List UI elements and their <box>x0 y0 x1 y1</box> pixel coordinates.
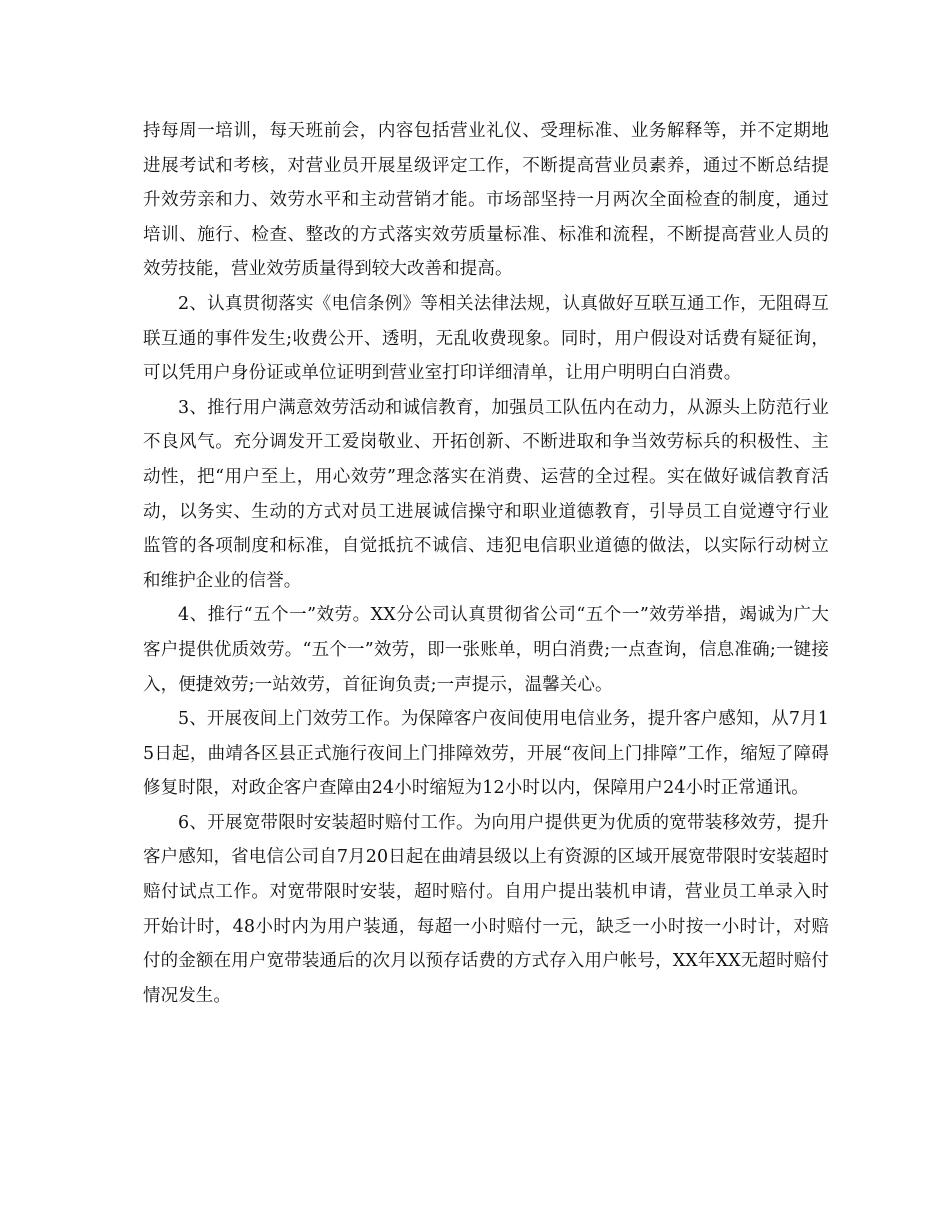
paragraph-item-4: 4、推行“五个一”效劳。XX分公司认真贯彻省公司“五个一”效劳举措，竭诚为广大客户提供优质效劳。“五个一”效劳，即一张账单，明白消费;一点查询，信息准确;一键接入，便捷效劳;一站效劳，首征询负责;一声提示，温馨关心。 <box>143 605 829 695</box>
paragraph-item-3: 3、推行用户满意效劳活动和诚信教育，加强员工队伍内在动力，从源头上防范行业不良风气。充分调发开工爱岗敬业、开拓创新、不断进取和争当效劳标兵的积极性、主动性，把“用户至上，用心效劳”理念落实在消费、运营的全过程。实在做好诚信教育活动，以务实、生动的方式对员工进展诚信操守和职业道德教育，引导员工自觉遵守行业监管的各项制度和标准，自觉抵抗不诚信、违犯电信职业道德的做法，以实际行动树立和维护企业的信誉。 <box>143 397 829 591</box>
document-body <box>143 114 829 1013</box>
paragraph-item-6: 6、开展宽带限时安装超时赔付工作。为向用户提供更为优质的宽带装移效劳，提升客户感知，省电信公司自7月20日起在曲靖县级以上有资源的区域开展宽带限时安装超时赔付试点工作。对宽带限时安装，超时赔付。自用户提出装机申请，营业员工单录入时开始计时，48小时内为用户装通，每超一小时赔付一元，缺乏一小时按一小时计，对赔付的金额在用户宽带装通后的次月以预存话费的方式存入用户帐号，XX年XX无超时赔付情况发生。 <box>143 812 829 1006</box>
paragraph-item-2: 2、认真贯彻落实《电信条例》等相关法律法规，认真做好互联互通工作，无阻碍互联互通的事件发生;收费公开、透明，无乱收费现象。同时，用户假设对话费有疑征询，可以凭用户身份证或单位证明到营业室打印详细清单，让用户明明白白消费。 <box>143 293 829 384</box>
paragraph-continuation: 持每周一培训，每天班前会，内容包括营业礼仪、受理标准、业务解释等，并不定期地进展考试和考核，对营业员开展星级评定工作，不断提高营业员素养，通过不断总结提升效劳亲和力、效劳水平和主动营销才能。市场部坚持一月两次全面检查的制度，通过培训、施行、检查、整改的方式落实效劳质量标准、标准和流程，不断提高营业人员的效劳技能，营业效劳质量得到较大改善和提高。 <box>143 121 829 280</box>
paragraph-item-5: 5、开展夜间上门效劳工作。为保障客户夜间使用电信业务，提升客户感知，从7月15日起，曲靖各区县正式施行夜间上门排障效劳，开展“夜间上门排障”工作，缩短了障碍修复时限，对政企客户查障由24小时缩短为12小时以内，保障用户24小时正常通讯。 <box>143 709 829 799</box>
